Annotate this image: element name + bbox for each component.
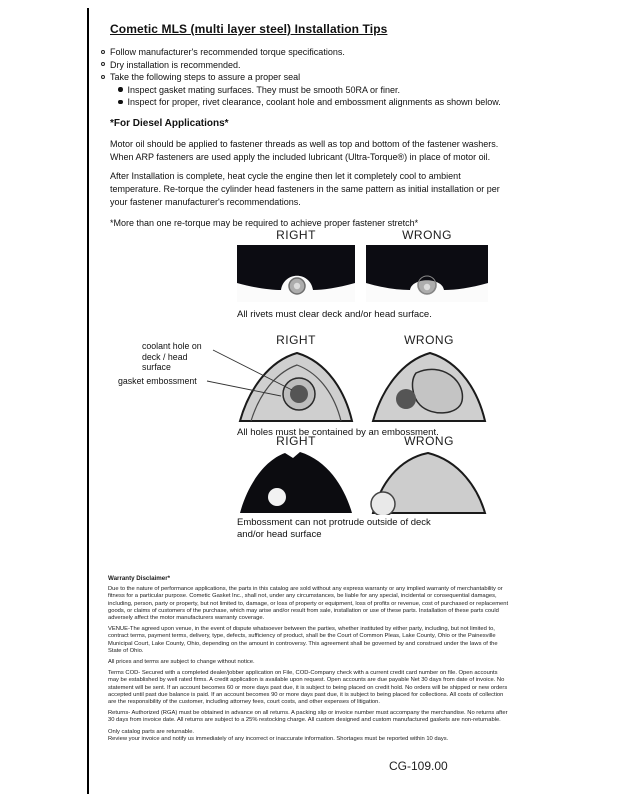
annotation-text: coolant hole on: [142, 341, 202, 351]
list-item: [118, 96, 516, 109]
caption-line: Embossment can not protrude outside of deck: [237, 517, 431, 528]
diesel-heading: *For Diesel Applications*: [110, 118, 229, 129]
list-item: [101, 59, 516, 72]
diesel-paragraph: Motor oil should be applied to fastener threads as well as top and bottom of the fastener washers. When ARP fasteners are used apply the included lubricant (Ultra-Torque®) in place of motor oil.: [110, 139, 499, 162]
disclaimer-paragraph: Only catalog parts are returnable.: [108, 728, 195, 735]
embossment-containment-right-diagram: [237, 347, 355, 423]
right-label-row1: RIGHT: [276, 228, 316, 242]
disclaimer-paragraph: VENUE-The agreed upon venue, in the event of dispute whatsoever between the parties, whether instituted by either party, including, but not limited to, contract terms, payment terms, delivery, type, defects, sufficiency of product, shall be the Court of Common Pleas, Lake County, Ohio or the Painesville Municipal Court, Lake County, Ohio, depending on the amount in controversy. This agreement shall be governed by and construed under the laws of the State of Ohio.: [108, 626, 498, 654]
list-item: [101, 71, 516, 84]
page-number: CG-109.00: [389, 759, 448, 773]
list-item: [101, 46, 516, 59]
annotation-text: deck / head surface: [142, 351, 188, 372]
disclaimer-heading: Warranty Disclaimer*: [108, 575, 171, 582]
diesel-applications-section: [110, 117, 504, 236]
warranty-disclaimer-section: [108, 575, 509, 748]
row2-caption: All holes must be contained by an embossment.: [237, 427, 439, 438]
disclaimer-paragraph: All prices and terms are subject to change without notice.: [108, 659, 255, 666]
gasket-embossment-annotation: gasket embossment: [118, 376, 197, 386]
wrong-label-row1: WRONG: [402, 228, 452, 242]
hollow-bullet-icon: [101, 75, 105, 79]
embossment-protrusion-right-diagram: [237, 449, 355, 515]
wrong-label-row2: WRONG: [404, 333, 454, 347]
right-label-row2: RIGHT: [276, 333, 316, 347]
hollow-bullet-icon: [101, 62, 105, 66]
wrong-label-row3: WRONG: [404, 434, 454, 448]
row1-caption: All rivets must clear deck and/or head surface.: [237, 309, 432, 320]
tip-text: Inspect gasket mating surfaces. They must be smooth 50RA or finer.: [127, 84, 400, 95]
tip-text: Take the following steps to assure a proper seal: [110, 72, 301, 82]
right-label-row3: RIGHT: [276, 434, 316, 448]
rivet-clearance-right-diagram: [237, 245, 355, 302]
embossment-protrusion-wrong-diagram: [370, 449, 488, 515]
disclaimer-paragraph: Terms COD- Secured with a completed dealer/jobber application on File, COD-Company check with a current credit card number on file. Open accounts may be established by well rated firms. A credit application is available upon request. Open accounts are due payable Net 30 days from date of invoice. No statement will be sent. If an account becomes 60 or more days past due, it is subject to being placed on credit hold. No orders will be shipped or new orders accepted until past due balance is paid. If an account becomes 90 or more days past due, it is subject to being placed for collections. All costs of collection are the responsibility of the customer, including attorney fees, court costs, and other expenses of litigation.: [108, 670, 508, 706]
tip-text: Dry installation is recommended.: [110, 59, 241, 70]
tip-text: Follow manufacturer's recommended torque specifications.: [110, 47, 345, 57]
embossment-containment-wrong-diagram: [370, 347, 488, 423]
diesel-paragraph: After Installation is complete, heat cycle the engine then let it completely cool to ambient temperature. Re-torque the cylinder head fasteners in the same pattern as initial installation or per your fastener manufacturer's recommendations.: [110, 171, 500, 207]
installation-tips-list: [101, 46, 516, 109]
tip-text: Inspect for proper, rivet clearance, coolant hole and embossment alignments as shown below.: [127, 97, 501, 107]
filled-bullet-icon: [118, 100, 123, 105]
filled-bullet-icon: [118, 87, 123, 92]
disclaimer-paragraph: Returns- Authorized (RGA) must be obtained in advance on all returns. A packing slip or invoice number must accompany the merchandise. No returns after 30 days from invoice date. All returns are subject to a 25% restocking charge. All custom designed and custom manufactured gaskets are non-returnable.: [108, 710, 508, 724]
page-title: Cometic MLS (multi layer steel) Installation Tips: [110, 22, 388, 36]
page-left-rule: [87, 8, 89, 794]
rivet-clearance-wrong-diagram: [366, 245, 488, 302]
retorque-note: *More than one re-torque may be required to achieve proper fastener stretch*: [110, 218, 419, 228]
row3-caption: [237, 517, 497, 540]
caption-line: and/or head surface: [237, 528, 322, 540]
disclaimer-paragraph: Review your invoice and notify us immediately of any incorrect or inaccurate information. Shortages must be reported within 10 days.: [108, 736, 449, 743]
coolant-hole-annotation: [142, 341, 212, 373]
list-item: [118, 84, 516, 97]
hollow-bullet-icon: [101, 50, 105, 54]
disclaimer-paragraph: Due to the nature of performance applications, the parts in this catalog are sold without any express warranty or any implied warranty of merchantability or fitness for a particular purpose. Cometic Gasket Inc., shall not, under any circumstances, be liable for any special, incidental or consequential damages, including, person, party or property, but not limited to, damage, or loss of property or equipment, loss of profits or revenue, cost of purchased or replacement goods, or claims of customers of the purchase, which may arise and/or result from sale, installation or use of these parts. Installation of these parts could adversely affect the motor manufacturers warranty coverage.: [108, 586, 509, 622]
